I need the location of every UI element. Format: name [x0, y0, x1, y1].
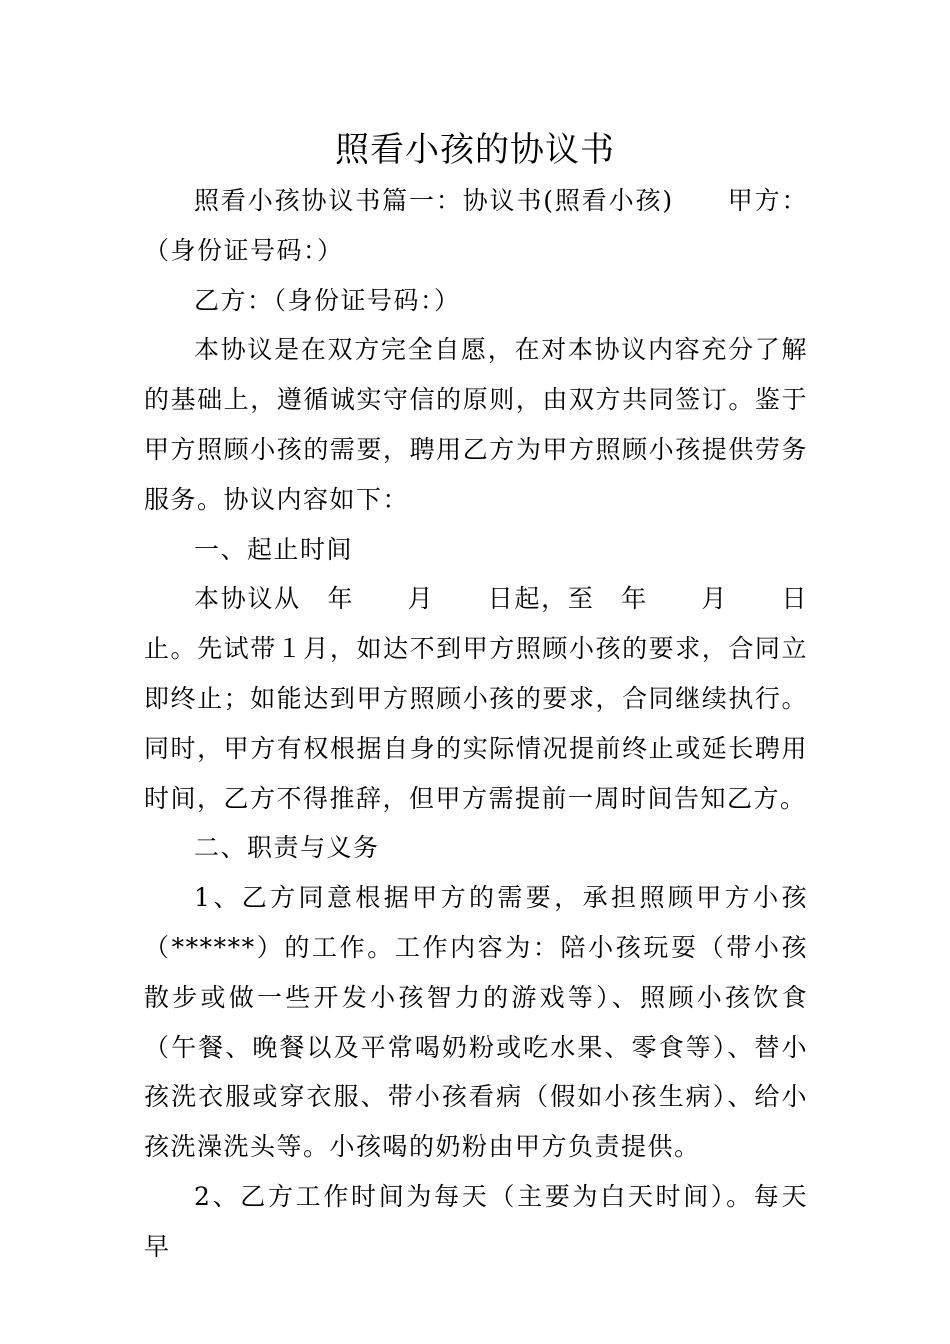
document-title: 照看小孩的协议书: [335, 130, 615, 170]
paragraph-term: 本协议从 年 月 日起，至 年 月 日止。先试带１月，如达不到甲方照顾小孩的要求，合同立即终止；如能达到甲方照顾小孩的要求，合同继续执行。同时，甲方有权根据自身的实际情况提前终止或延长聘用时间，乙方不得推辞，但甲方需提前一周时间告知乙方。: [144, 584, 808, 813]
section-heading-duties: 二、职责与义务: [194, 833, 380, 863]
paragraph-party-b: 乙方：（身份证号码：）: [194, 285, 461, 315]
paragraph-duty-2: 2、乙方工作时间为每天（主要为白天时间）。每天早: [144, 1181, 808, 1261]
paragraph-duty-1: 1、乙方同意根据甲方的需要，承担照顾甲方小孩（******）的工作。工作内容为：陪小孩玩耍（带小孩散步或做一些开发小孩智力的游戏等）、照顾小孩饮食（午餐、晚餐以及平常喝奶粉或吃水果、零食等）、替小孩洗衣服或穿衣服、带小孩看病（假如小孩生病）、给小孩洗澡洗头等。小孩喝的奶粉由甲方负责提供。: [144, 883, 808, 1162]
document-body: [144, 176, 808, 1272]
paragraph-preamble: 本协议是在双方完全自愿，在对本协议内容充分了解的基础上，遵循诚实守信的原则，由双方共同签订。鉴于甲方照顾小孩的需要，聘用乙方为甲方照顾小孩提供劳务服务。协议内容如下：: [144, 335, 808, 514]
section-heading-term: 一、起止时间: [194, 534, 354, 564]
paragraph-intro-party-a: 照看小孩协议书篇一：协议书(照看小孩) 甲方：（身份证号码：）: [144, 186, 808, 265]
